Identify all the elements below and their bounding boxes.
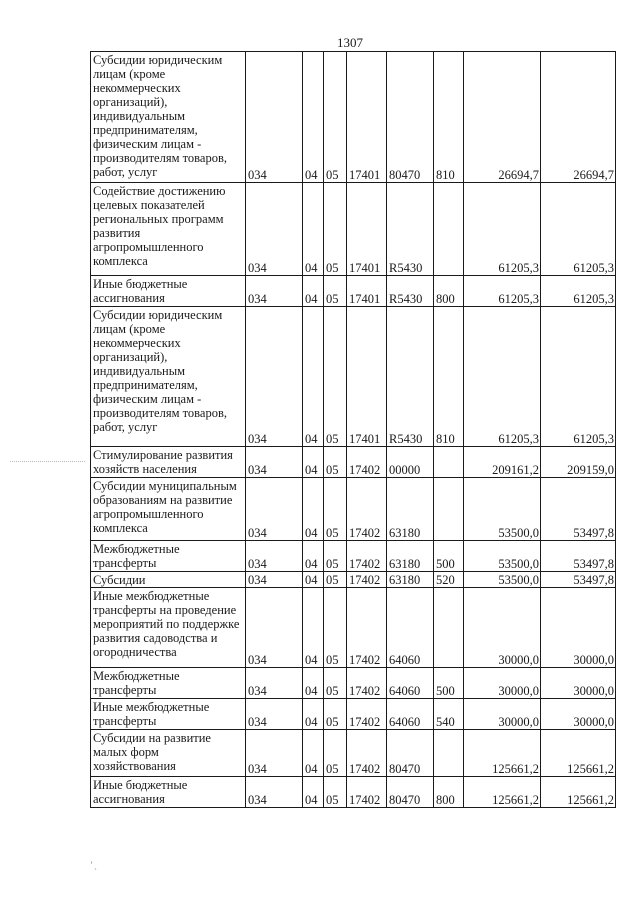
subsection-code-cell: 05	[324, 588, 347, 668]
ministry-code-cell: 034	[246, 52, 303, 183]
amount-planned-cell: 30000,0	[464, 668, 541, 699]
row-name-cell: Иные межбюджетные трансферты на проведение мероприятий по поддержке развития садоводства и огородничества	[91, 588, 246, 668]
target-article-code-cell: 17402	[347, 777, 387, 808]
row-name-cell: Стимулирование развития хозяйств населения	[91, 447, 246, 478]
row-name-cell: Субсидии юридическим лицам (кроме некоммерческих организаций), индивидуальным предпринимателям, физическим лицам - производителям товаров, работ, услуг	[91, 307, 246, 447]
section-code-cell: 04	[303, 478, 324, 541]
amount-planned-cell: 30000,0	[464, 588, 541, 668]
row-name-cell: Субсидии юридическим лицам (кроме некоммерческих организаций), индивидуальным предпринимателям, физическим лицам - производителям товаров, работ, услуг	[91, 52, 246, 183]
ministry-code-cell: 034	[246, 777, 303, 808]
row-name-cell: Иные бюджетные ассигнования	[91, 276, 246, 307]
amount-planned-cell: 53500,0	[464, 541, 541, 572]
target-article-subcode-cell: R5430	[387, 307, 434, 447]
row-name-cell: Иные межбюджетные трансферты	[91, 699, 246, 730]
ministry-code-cell: 034	[246, 699, 303, 730]
subsection-code-cell: 05	[324, 52, 347, 183]
ministry-code-cell: 034	[246, 478, 303, 541]
subsection-code-cell: 05	[324, 307, 347, 447]
target-article-subcode-cell: 80470	[387, 777, 434, 808]
expense-type-code-cell: 810	[434, 307, 464, 447]
row-name-cell: Субсидии муниципальным образованиям на развитие агропромышленного комплекса	[91, 478, 246, 541]
amount-planned-cell: 53500,0	[464, 478, 541, 541]
target-article-subcode-cell: 64060	[387, 699, 434, 730]
table-row	[91, 730, 616, 777]
ministry-code-cell: 034	[246, 276, 303, 307]
table-row	[91, 183, 616, 276]
amount-executed-cell: 53497,8	[541, 478, 616, 541]
expense-type-code-cell: 800	[434, 276, 464, 307]
section-code-cell: 04	[303, 699, 324, 730]
section-code-cell: 04	[303, 730, 324, 777]
target-article-code-cell: 17401	[347, 276, 387, 307]
row-name-cell: Межбюджетные трансферты	[91, 541, 246, 572]
row-name-cell: Субсидии	[91, 572, 246, 588]
row-name-cell: Иные бюджетные ассигнования	[91, 777, 246, 808]
ministry-code-cell: 034	[246, 572, 303, 588]
row-name-cell: Межбюджетные трансферты	[91, 668, 246, 699]
expense-type-code-cell	[434, 447, 464, 478]
amount-executed-cell: 61205,3	[541, 183, 616, 276]
expense-type-code-cell	[434, 730, 464, 777]
target-article-code-cell: 17402	[347, 699, 387, 730]
subsection-code-cell: 05	[324, 777, 347, 808]
subsection-code-cell: 05	[324, 183, 347, 276]
amount-planned-cell: 61205,3	[464, 276, 541, 307]
subsection-code-cell: 05	[324, 730, 347, 777]
scan-artifact-line	[10, 461, 85, 462]
target-article-code-cell: 17401	[347, 52, 387, 183]
amount-planned-cell: 26694,7	[464, 52, 541, 183]
section-code-cell: 04	[303, 447, 324, 478]
target-article-code-cell: 17402	[347, 572, 387, 588]
subsection-code-cell: 05	[324, 572, 347, 588]
section-code-cell: 04	[303, 777, 324, 808]
target-article-code-cell: 17401	[347, 307, 387, 447]
section-code-cell: 04	[303, 588, 324, 668]
subsection-code-cell: 05	[324, 276, 347, 307]
amount-planned-cell: 53500,0	[464, 572, 541, 588]
target-article-subcode-cell: 64060	[387, 588, 434, 668]
subsection-code-cell: 05	[324, 447, 347, 478]
amount-planned-cell: 209161,2	[464, 447, 541, 478]
amount-executed-cell: 30000,0	[541, 699, 616, 730]
subsection-code-cell: 05	[324, 541, 347, 572]
row-name-cell: Субсидии на развитие малых форм хозяйствования	[91, 730, 246, 777]
table-row	[91, 588, 616, 668]
amount-executed-cell: 30000,0	[541, 588, 616, 668]
amount-executed-cell: 61205,3	[541, 276, 616, 307]
amount-planned-cell: 30000,0	[464, 699, 541, 730]
page-number: 1307	[337, 35, 363, 50]
table-row	[91, 307, 616, 447]
expense-type-code-cell	[434, 183, 464, 276]
table-row	[91, 572, 616, 588]
budget-table	[90, 51, 616, 808]
ministry-code-cell: 034	[246, 668, 303, 699]
section-code-cell: 04	[303, 668, 324, 699]
target-article-code-cell: 17402	[347, 541, 387, 572]
target-article-code-cell: 17402	[347, 730, 387, 777]
amount-planned-cell: 125661,2	[464, 777, 541, 808]
expense-type-code-cell: 540	[434, 699, 464, 730]
target-article-code-cell: 17402	[347, 668, 387, 699]
expense-type-code-cell: 500	[434, 668, 464, 699]
table-row	[91, 276, 616, 307]
target-article-code-cell: 17401	[347, 183, 387, 276]
subsection-code-cell: 05	[324, 668, 347, 699]
amount-executed-cell: 125661,2	[541, 777, 616, 808]
amount-executed-cell: 53497,8	[541, 541, 616, 572]
target-article-subcode-cell: 63180	[387, 478, 434, 541]
amount-executed-cell: 26694,7	[541, 52, 616, 183]
amount-executed-cell: 209159,0	[541, 447, 616, 478]
section-code-cell: 04	[303, 276, 324, 307]
scan-artifact-specks: ʼˎ	[90, 860, 98, 870]
target-article-code-cell: 17402	[347, 478, 387, 541]
expense-type-code-cell: 500	[434, 541, 464, 572]
row-name-cell: Содействие достижению целевых показателей региональных программ развития агропромышленного комплекса	[91, 183, 246, 276]
section-code-cell: 04	[303, 183, 324, 276]
ministry-code-cell: 034	[246, 730, 303, 777]
amount-planned-cell: 61205,3	[464, 183, 541, 276]
table-row	[91, 668, 616, 699]
ministry-code-cell: 034	[246, 541, 303, 572]
ministry-code-cell: 034	[246, 588, 303, 668]
ministry-code-cell: 034	[246, 447, 303, 478]
target-article-code-cell: 17402	[347, 447, 387, 478]
target-article-code-cell: 17402	[347, 588, 387, 668]
section-code-cell: 04	[303, 572, 324, 588]
ministry-code-cell: 034	[246, 183, 303, 276]
amount-executed-cell: 53497,8	[541, 572, 616, 588]
table-row	[91, 52, 616, 183]
target-article-subcode-cell: 63180	[387, 541, 434, 572]
target-article-subcode-cell: 63180	[387, 572, 434, 588]
expense-type-code-cell: 800	[434, 777, 464, 808]
amount-executed-cell: 30000,0	[541, 668, 616, 699]
amount-planned-cell: 125661,2	[464, 730, 541, 777]
expense-type-code-cell	[434, 478, 464, 541]
expense-type-code-cell: 810	[434, 52, 464, 183]
amount-executed-cell: 125661,2	[541, 730, 616, 777]
section-code-cell: 04	[303, 541, 324, 572]
target-article-subcode-cell: 00000	[387, 447, 434, 478]
expense-type-code-cell: 520	[434, 572, 464, 588]
target-article-subcode-cell: R5430	[387, 183, 434, 276]
table-row	[91, 777, 616, 808]
table-row	[91, 478, 616, 541]
section-code-cell: 04	[303, 52, 324, 183]
target-article-subcode-cell: 64060	[387, 668, 434, 699]
amount-executed-cell: 61205,3	[541, 307, 616, 447]
expense-type-code-cell	[434, 588, 464, 668]
target-article-subcode-cell: 80470	[387, 730, 434, 777]
target-article-subcode-cell: R5430	[387, 276, 434, 307]
section-code-cell: 04	[303, 307, 324, 447]
target-article-subcode-cell: 80470	[387, 52, 434, 183]
table-row	[91, 541, 616, 572]
table-row	[91, 699, 616, 730]
subsection-code-cell: 05	[324, 478, 347, 541]
ministry-code-cell: 034	[246, 307, 303, 447]
amount-planned-cell: 61205,3	[464, 307, 541, 447]
budget-table-body	[91, 52, 616, 808]
subsection-code-cell: 05	[324, 699, 347, 730]
table-row	[91, 447, 616, 478]
